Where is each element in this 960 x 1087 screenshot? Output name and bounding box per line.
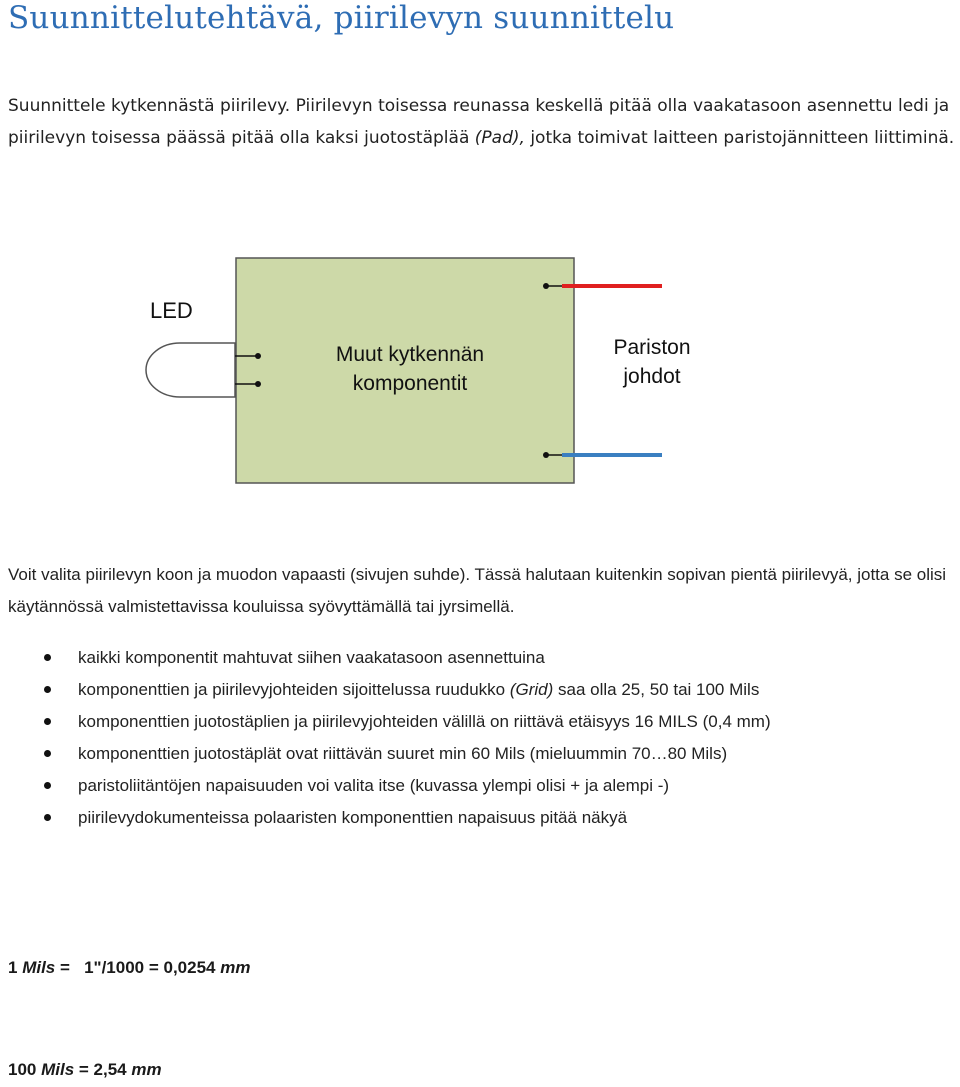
pcb-board (236, 258, 574, 483)
list-item (0, 770, 771, 802)
list-item (0, 706, 771, 738)
list-item-text: kaikki komponentit mahtuvat siihen vaakatasoon asennettuina (78, 648, 545, 667)
mils-conversion-2 (8, 1060, 162, 1080)
intro-text-1: Suunnittele kytkennästä piirilevy. Piirilevyn toisessa reunassa keskellä pitää olla vaakatasoon asennettu ledi ja piirilevyn toisessa päässä pitää olla kaksi juotostäplää (8, 96, 950, 148)
bullet-icon (44, 718, 51, 725)
list-item-text: piirilevydokumenteissa polaaristen komponenttien napaisuus pitää näkyä (78, 808, 628, 827)
page-title: Suunnittelutehtävä, piirilevyn suunnittelu (8, 0, 675, 36)
conversion-text: 1 (8, 958, 23, 977)
bullet-icon (44, 654, 51, 661)
board-label-line1: Muut kytkennän (335, 343, 485, 366)
intro-paragraph (8, 90, 958, 154)
conversion-text: = 2,54 (74, 1060, 132, 1079)
mils-conversion-1 (8, 958, 250, 978)
conversion-unit: Mils (41, 1060, 75, 1079)
led-lead-bottom-dot (255, 381, 261, 387)
list-item (0, 738, 771, 770)
led-dome (146, 343, 235, 397)
intro-pad-term: (Pad), (474, 128, 525, 148)
grid-term: (Grid) (509, 680, 554, 699)
bullet-icon (44, 750, 51, 757)
battery-label-line2: johdot (623, 365, 681, 388)
list-item (0, 642, 771, 674)
requirements-list (0, 642, 771, 834)
led-label: LED (150, 298, 193, 323)
bullet-icon (44, 686, 51, 693)
size-paragraph: Voit valita piirilevyn koon ja muodon vapaasti (sivujen suhde). Tässä halutaan kuitenkin sopivan pientä piirilevyä, jotta se olisi käytännössä valmistettavissa kouluissa syövyttämällä tai jyrsimellä. (8, 565, 947, 616)
conversion-text: 100 (8, 1060, 42, 1079)
circuit-board-diagram (140, 250, 691, 490)
conversion-unit: mm (220, 958, 251, 977)
board-label-line2: komponentit (352, 372, 468, 395)
wire-top-dot (543, 283, 549, 289)
list-item (0, 802, 771, 834)
led-lead-top-dot (255, 353, 261, 359)
bullet-icon (44, 782, 51, 789)
conversion-unit: mm (131, 1060, 162, 1079)
bullet-icon (44, 814, 51, 821)
conversion-text: = 1"/1000 = 0,0254 (55, 958, 221, 977)
list-item-text: komponenttien juotostäplät ovat riittävän suuret min 60 Mils (mieluummin 70…80 Mils) (78, 744, 728, 763)
list-item-text: komponenttien ja piirilevyjohteiden sijoittelussa ruudukko (78, 680, 510, 699)
list-item-text: saa olla 25, 50 tai 100 Mils (553, 680, 760, 699)
wire-bottom-dot (543, 452, 549, 458)
battery-label-line1: Pariston (613, 336, 691, 359)
list-item (0, 674, 771, 706)
intro-text-2: jotka toimivat laitteen paristojännitteen liittiminä. (524, 128, 955, 148)
list-item-text: komponenttien juotostäplien ja piirilevyjohteiden välillä on riittävä etäisyys 16 MILS (0,4 mm) (78, 712, 771, 731)
conversion-unit: Mils (22, 958, 56, 977)
list-item-text: paristoliitäntöjen napaisuuden voi valita itse (kuvassa ylempi olisi + ja alempi -) (78, 776, 670, 795)
